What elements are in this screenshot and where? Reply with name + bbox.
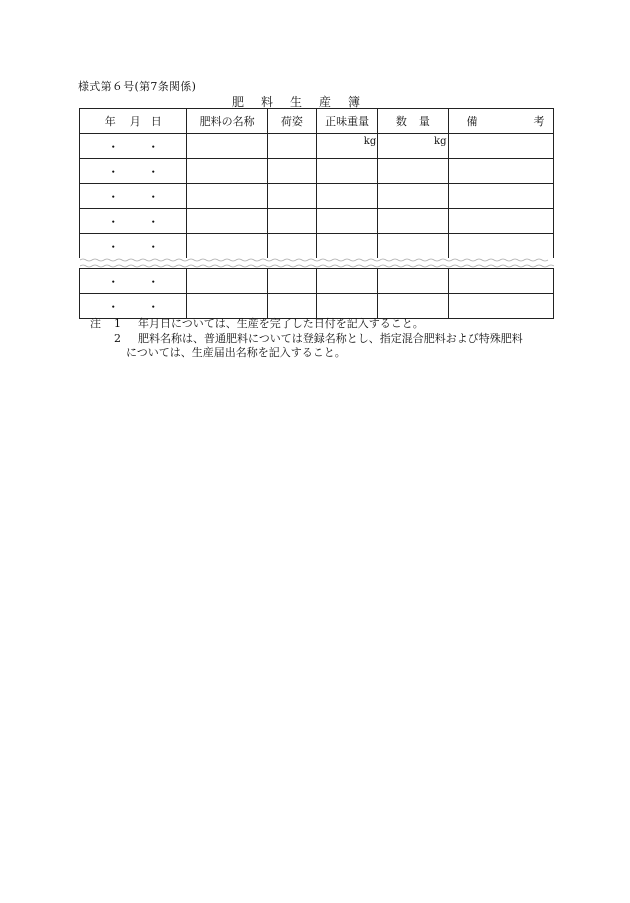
quantity-cell[interactable] bbox=[378, 159, 448, 184]
date-separator: ・ bbox=[107, 299, 120, 314]
net-weight-cell[interactable] bbox=[316, 134, 377, 159]
packaging-cell[interactable] bbox=[267, 294, 316, 319]
date-separator: ・ bbox=[107, 189, 120, 204]
table-row bbox=[80, 294, 554, 319]
date-separator: ・ bbox=[107, 239, 120, 254]
date-cell[interactable] bbox=[80, 159, 187, 184]
header-quantity bbox=[378, 109, 448, 134]
header-packaging: 荷姿 bbox=[267, 109, 316, 134]
net-weight-cell[interactable] bbox=[316, 294, 377, 319]
quantity-cell[interactable] bbox=[378, 184, 448, 209]
header-quantity-char2: 量 bbox=[418, 115, 430, 128]
note-item bbox=[90, 332, 523, 347]
date-separator: ・ bbox=[107, 139, 120, 154]
remarks-cell[interactable] bbox=[448, 159, 553, 184]
net-weight-cell[interactable] bbox=[316, 184, 377, 209]
date-separator: ・ bbox=[147, 189, 160, 204]
header-remarks bbox=[448, 109, 553, 134]
name-cell[interactable] bbox=[187, 269, 267, 294]
date-separator: ・ bbox=[147, 139, 160, 154]
header-net-weight: 正味重量 bbox=[316, 109, 377, 134]
date-separator: ・ bbox=[107, 214, 120, 229]
header-fertilizer-name: 肥料の名称 bbox=[187, 109, 267, 134]
note-item bbox=[90, 317, 523, 332]
quantity-cell[interactable] bbox=[378, 134, 448, 159]
note-number: 2 bbox=[114, 331, 121, 345]
packaging-cell[interactable] bbox=[267, 269, 316, 294]
remarks-cell[interactable] bbox=[448, 269, 553, 294]
date-cell[interactable] bbox=[80, 184, 187, 209]
unit-label: kg bbox=[363, 136, 377, 147]
table-row bbox=[80, 184, 554, 209]
table-row bbox=[80, 234, 554, 259]
notes-section bbox=[90, 317, 523, 361]
remarks-cell[interactable] bbox=[448, 184, 553, 209]
name-cell[interactable] bbox=[187, 294, 267, 319]
header-day: 日 bbox=[150, 115, 162, 128]
note-text: 肥料名称は、普通肥料については登録名称とし、指定混合肥料および特殊肥料 bbox=[138, 331, 523, 345]
form-number-label: 様式第６号(第7条関係) bbox=[78, 80, 197, 93]
table-row bbox=[80, 209, 554, 234]
header-remarks-char1: 備 bbox=[466, 115, 478, 128]
name-cell[interactable] bbox=[187, 209, 267, 234]
date-separator: ・ bbox=[147, 164, 160, 179]
table-row bbox=[80, 269, 554, 294]
date-cell[interactable] bbox=[80, 134, 187, 159]
table-break-row bbox=[80, 258, 554, 269]
quantity-cell[interactable] bbox=[378, 269, 448, 294]
quantity-cell[interactable] bbox=[378, 234, 448, 259]
table-row bbox=[80, 159, 554, 184]
notes-label: 注 bbox=[90, 317, 101, 330]
packaging-cell[interactable] bbox=[267, 234, 316, 259]
remarks-cell[interactable] bbox=[448, 294, 553, 319]
remarks-cell[interactable] bbox=[448, 234, 553, 259]
name-cell[interactable] bbox=[187, 234, 267, 259]
packaging-cell[interactable] bbox=[267, 134, 316, 159]
quantity-cell[interactable] bbox=[378, 294, 448, 319]
header-year: 年 bbox=[104, 115, 116, 128]
date-separator: ・ bbox=[107, 274, 120, 289]
header-date bbox=[80, 109, 187, 134]
packaging-cell[interactable] bbox=[267, 159, 316, 184]
wavy-break-line bbox=[80, 258, 554, 268]
date-separator: ・ bbox=[147, 299, 160, 314]
header-month: 月 bbox=[129, 115, 141, 128]
packaging-cell[interactable] bbox=[267, 184, 316, 209]
date-cell[interactable] bbox=[80, 234, 187, 259]
date-cell[interactable] bbox=[80, 269, 187, 294]
header-quantity-char1: 数 bbox=[395, 115, 407, 128]
remarks-cell[interactable] bbox=[448, 209, 553, 234]
table-row bbox=[80, 134, 554, 159]
date-separator: ・ bbox=[147, 274, 160, 289]
note-number: 1 bbox=[114, 317, 121, 330]
packaging-cell[interactable] bbox=[267, 209, 316, 234]
date-separator: ・ bbox=[147, 214, 160, 229]
header-remarks-char2: 考 bbox=[533, 115, 545, 128]
net-weight-cell[interactable] bbox=[316, 209, 377, 234]
date-cell[interactable] bbox=[80, 209, 187, 234]
form-title: 肥料生産簿 bbox=[232, 95, 378, 109]
net-weight-cell[interactable] bbox=[316, 159, 377, 184]
net-weight-cell[interactable] bbox=[316, 269, 377, 294]
name-cell[interactable] bbox=[187, 159, 267, 184]
date-separator: ・ bbox=[147, 239, 160, 254]
net-weight-cell[interactable] bbox=[316, 234, 377, 259]
unit-label: kg bbox=[434, 136, 447, 147]
fertilizer-production-ledger-table bbox=[79, 108, 554, 319]
quantity-cell[interactable] bbox=[378, 209, 448, 234]
name-cell[interactable] bbox=[187, 134, 267, 159]
name-cell[interactable] bbox=[187, 184, 267, 209]
note-continuation: については、生産届出名称を記入すること。 bbox=[126, 346, 346, 359]
note-text: 年月日については、生産を完了した日付を記入すること。 bbox=[138, 317, 424, 330]
table-break bbox=[80, 258, 554, 269]
date-cell[interactable] bbox=[80, 294, 187, 319]
table-header-row bbox=[80, 109, 554, 134]
date-separator: ・ bbox=[107, 164, 120, 179]
remarks-cell[interactable] bbox=[448, 134, 553, 159]
